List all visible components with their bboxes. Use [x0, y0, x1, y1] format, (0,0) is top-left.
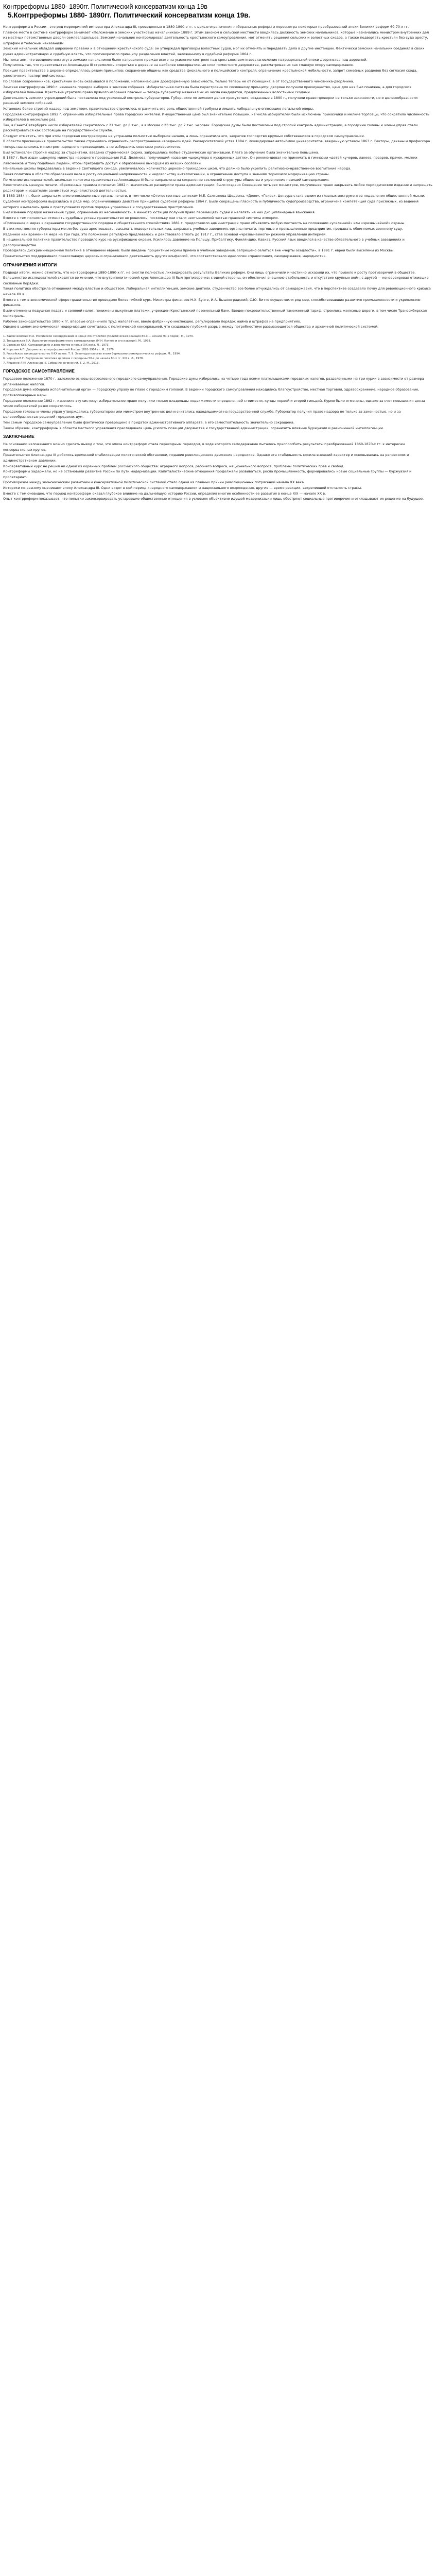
paragraph: В 1887 г. был издан циркуляр министра народного просвещения И.Д. Делянова, получивший название «циркуляра о кухаркиных детях». Он рекомендовал не принимать в гимназии «детей кучеров, лакеев, поваров, прачек, мелких лавочников и тому подобных людей», чтобы преградить доступ к образованию выходцам из низших сословий.: [3, 156, 417, 165]
paragraph: Подводя итоги, можно отметить, что контрреформы 1880-1890-х гг. не смогли полностью ликвидировать результаты Великих реформ. Они лишь ограничили и частично исказили их, что привело к росту противоречий в обществе.: [3, 270, 416, 275]
document-page: [0, 0, 436, 502]
section-heading: ГОРОДСКОЕ САМОУПРАВЛЕНИЕ: [3, 368, 75, 374]
note-item: 5. Российское законодательство X-XX веков. Т. 9. Законодательство эпохи буржуазно-демократических реформ. М., 1994.: [3, 352, 181, 356]
section-heading: ОГРАНИЧЕНИЯ И ИТОГИ: [3, 262, 57, 267]
paragraph: Земская контрреформа 1890 г. изменила порядок выборов в земские собрания. Избирательная система была перестроена по сословному принципу: дворяне получили преимущество, ценз для них был понижен, а для городских избирателей повышен. Крестьяне утратили право прямого избрания гласных — теперь губернатор назначал их из числа кандидатов, предложенных волостными сходами.: [3, 84, 412, 95]
paragraph: Тем самым городское самоуправление было фактически превращено в придаток административного аппарата, а его самостоятельность значительно сокращена.: [3, 420, 294, 425]
paragraph: Главное место в системе контрреформ занимает «Положение о земских участковых начальниках» 1889 г. Этим законом в сельской местности вводилась должность земских начальников, которые назначались министром внутренних дел из местных потомственных дворян-землевладельцев. Земский начальник контролировал деятельность крестьянского самоуправления, мог отменять решения сельских и волостных сходов, а также подвергать крестьян без суда аресту, штрафам и телесным наказаниям.: [3, 30, 429, 45]
paragraph: Так, в Санкт-Петербурге число избирателей сократилось с 21 тыс. до 8 тыс., а в Москве с 23 тыс. до 7 тыс. человек. Городские думы были поставлены под строгий контроль администрации, а городские головы и члены управ стали рассматриваться как состоящие на государственной службе.: [3, 123, 418, 133]
page-title: Контрреформы 1880- 1890гг. Политический консерватизм конца 19в: [3, 3, 207, 10]
paragraph: Городская дума избирала исполнительный орган — городскую управу во главе с городским головой. В ведении городского самоуправления находились благоустройство, местная торговля, здравоохранение, народное образование, противопожарные меры.: [3, 387, 420, 397]
paragraph: Большинство исследователей сходятся во мнении, что внутриполитический курс Александра III был противоречив: с одной стороны, он обеспечил внешнюю стабильность и отсутствие крупных войн, с другой — консервировал отжившие сословные порядки.: [3, 276, 429, 285]
paragraph: Рабочее законодательство 1880-х гг. впервые ограничило труд малолетних, ввело фабричную инспекцию, регулировало порядок найма и штрафов на предприятиях.: [3, 319, 301, 324]
paragraph: Земский начальник обладал широкими правами и в отношении крестьянского суда: он утверждал приговоры волостных судов, мог их отменять и передавать дела в другие инстанции. Фактически земский начальник соединял в своих руках административную и судебную власть, что противоречило принципу разделения властей, заложенному в судебной реформе 1864 г.: [3, 46, 425, 56]
paragraph: Следует отметить, что при этом городская контрреформа не устранила полностью выборное начало, а лишь ограничила его, закрепив господство крупных собственников в городском самоуправлении.: [3, 133, 365, 138]
paragraph: По мнению исследователей, школьная политика правительства Александра III была направлена на сохранение сословной структуры общества и укрепление позиций самодержавия.: [3, 177, 329, 182]
section-text: [3, 376, 433, 431]
paragraph: В области просвещения правительство также стремилось ограничить распространение «вредных» идей. Университетский устав 1884 г. ликвидировал автономию университетов, введенную уставом 1863 г. Ректоры, деканы и профессора теперь назначались министром народного просвещения, а не избирались советами университетов.: [3, 139, 430, 149]
note-item: 1. Зайончковский П.А. Российское самодержавие в конце XIX столетия (политическая реакция 80-х — начала 90-х годов). М., 1970.: [3, 335, 194, 338]
paragraph: Ужесточилась цензура печати. «Временные правила о печати» 1882 г. значительно расширили права администрации: было создано Совещание четырех министров, получившее право закрывать любое периодическое издание и запрещать редакторам и издателям заниматься журналистской деятельностью.: [3, 183, 432, 193]
paragraph: Вместе с тем очевидно, что период контрреформ оказал глубокое влияние на дальнейшую историю России, определив многие особенности ее развития в конце XIX — начале XX в.: [3, 491, 326, 496]
paragraph: Получилось так, что правительство Александра III стремилось опереться в деревне на наиболее консервативные слои поместного дворянства, рассматривая их как главную опору самодержавия.: [3, 63, 354, 67]
section-heading: ЗАКЛЮЧЕНИЕ: [3, 434, 34, 439]
main-heading: 5.Контрреформы 1880- 1890гг. Политический консерватизм конца 19в.: [8, 11, 251, 19]
paragraph: Позиция правительства в деревне определялась рядом принципов: сохранение общины как средства фискального и полицейского контроля, ограничение крестьянской мобильности, запрет семейных разделов без согласия схода, ужесточение паспортной системы.: [3, 68, 417, 78]
paragraph: Такая политика обострила отношения между властью и обществом. Либеральная интеллигенция, земские деятели, студенчество все более отчуждались от самодержавия, что в перспективе создавало почву для революционного кризиса начала XX в.: [3, 286, 431, 296]
note-item: 6. Чернуха В.Г. Внутренняя политика царизма с середины 50-х до начала 80-х гг. XIX в. Л., 1978.: [3, 357, 144, 361]
paragraph: Историки по-разному оценивают эпоху Александра III. Одни видят в ней период «народного самодержавия» и национального возрождения, другие — время реакции, закрепившей отсталость страны.: [3, 485, 362, 490]
paragraph: В национальной политике правительство проводило курс на русификацию окраин. Усилилось давление на Польшу, Прибалтику, Финляндию, Кавказ. Русский язык вводился в качестве обязательного в учебных заведениях и делопроизводстве.: [3, 238, 405, 247]
paragraph: По словам современников, крестьянин вновь оказывался в положении, напоминающем дореформенную зависимость, только теперь не от помещика, а от государственного чиновника-дворянина.: [3, 79, 354, 83]
note-item: 4. Корелин А.П. Дворянство в пореформенной России 1861-1904 гг. М., 1979.: [3, 348, 115, 351]
paragraph: Таким образом, контрреформы в области местного управления преследовали цель усилить позиции дворянства и государственной администрации, ограничить влияние буржуазии и разночинной интеллигенции.: [3, 426, 385, 430]
paragraph: Контрреформы задержали, но не остановили развитие России по пути модернизации. Капиталистические отношения продолжали развиваться, росла промышленность, формировались новые социальные группы — буржуазия и пролетариат.: [3, 469, 412, 479]
note-item: 7. Ляшенко Л.М. Александр III. Собрание сочинений. Т. 2. М., 2013.: [3, 361, 100, 365]
section-text: [3, 270, 433, 330]
paragraph: На основании изложенного можно сделать вывод о том, что эпоха контрреформ стала переходным периодом, в ходе которого самодержавие пыталось приспособить результаты преобразований 1860-1870-х гг. к интересам консервативных кругов.: [3, 442, 405, 452]
paragraph: Городские головы и члены управ утверждались губернатором или министром внутренних дел и считались находящимися на государственной службе. Губернатор получил право надзора не только за законностью, но и за целесообразностью решений городских дум.: [3, 409, 401, 419]
paragraph: Деятельность земских учреждений была поставлена под усиленный контроль губернаторов. Губернские по земским делам присутствия, созданные в 1890 г., получили право проверки не только законности, но и целесообразности решений земских собраний.: [3, 95, 418, 106]
paragraph: Городовое положение 1892 г. изменило эту систему: избирательное право получили только владельцы недвижимости определенной стоимости, купцы первой и второй гильдий. Курии были отменены, однако за счет повышения ценза число избирателей резко сократилось.: [3, 398, 425, 409]
section-text: [3, 442, 433, 502]
paragraph: Были отменены подушная подать и соляной налог, понижены выкупные платежи, учрежден Крестьянский поземельный банк. Введен покровительственный таможенный тариф, строились железные дороги, в том числе Транссибирская магистраль.: [3, 308, 427, 318]
paragraph: Проводилась дискриминационная политика в отношении евреев: были введены процентные нормы приема в учебные заведения, запрещено селиться вне «черты оседлости», в 1891 г. евреи были выселены из Москвы.: [3, 248, 395, 253]
paragraph: Мы полагаем, что введение института земских начальников было направлено прежде всего на усиление контроля над крестьянством и восстановление патриархальной опеки дворянства над деревней.: [3, 57, 368, 62]
paragraph: Контрреформы в России - это ряд мероприятий императора Александра III, проведенных в 1880-1890-е гг. с целью ограничения либеральных реформ и пересмотра некоторых преобразований эпохи Великих реформ 60-70-х гг.: [3, 25, 409, 29]
paragraph: Правительство Александра III добилось временной стабилизации политической обстановки, подавив революционное движение народников. Однако эта стабильность носила внешний характер и основывалась на репрессиях и административном давлении.: [3, 453, 409, 463]
paragraph: Был установлен строгий надзор за студентами, введена студенческая форма, запрещались любые студенческие организации. Плата за обучение была значительно повышена.: [3, 150, 319, 155]
paragraph: Городская контрреформа 1892 г. ограничила избирательные права городских жителей. Имущественный ценз был значительно повышен, из числа избирателей были исключены приказчики и мелкие торговцы, что сократило численность избирателей в несколько раз.: [3, 112, 430, 122]
notes-list: [3, 334, 433, 365]
paragraph: В этих местностях губернаторы могли без суда арестовывать, высылать подозрительных лиц, закрывать учебные заведения, органы печати, торговые и промышленные предприятия, предавать обвиняемых военному суду.: [3, 226, 403, 231]
intro-text: [3, 24, 433, 259]
paragraph: Городовое положение 1870 г. заложило основы всесословного городского самоуправления. Городские думы избирались на четыре года всеми плательщиками городских налогов, разделенными на три курии в зависимости от размера уплачиваемых налогов.: [3, 377, 424, 386]
note-item: 2. Твардовская В.А. Идеология пореформенного самодержавия (М.Н. Катков и его издания). М., 1978.: [3, 339, 151, 343]
paragraph: Изданное как временная мера на три года, это положение регулярно продлевалось и действовало вплоть до 1917 г., став основой «чрезвычайного» режима управления империей.: [3, 232, 327, 236]
paragraph: Вместе с тем в экономической сфере правительство проводило более гибкий курс. Министры финансов Н.Х. Бунге, И.А. Вышнеградский, С.Ю. Витте осуществили ряд мер, способствовавших развитию промышленности и укреплению финансов.: [3, 297, 421, 308]
paragraph: «Положение о мерах к охранению государственного порядка и общественного спокойствия» 1881 г. предоставило администрации право объявлять любую местность на положении «усиленной» или «чрезвычайной» охраны.: [3, 221, 406, 226]
note-item: 3. Соловьев Ю.Б. Самодержавие и дворянство в конце XIX века. Л., 1973.: [3, 344, 110, 347]
paragraph: Установив более строгий надзор над земством, правительство стремилось ограничить его роль общественной трибуны и лишить либеральную оппозицию легальной опоры.: [3, 106, 314, 111]
paragraph: Был изменен порядок назначения судей, ограничена их несменяемость, а министр юстиции получил право перемещать судей и налагать на них дисциплинарные взыскания.: [3, 210, 316, 215]
paragraph: Консервативный курс не решил ни одной из коренных проблем российского общества: аграрного вопроса, рабочего вопроса, национального вопроса, проблемы политических прав и свобод.: [3, 464, 344, 468]
paragraph: В 1883-1884 гг. были закрыты многие оппозиционные органы печати, в том числе «Отечественные записки» М.Е. Салтыкова-Щедрина, «Дело», «Голос». Цензура стала одним из главных инструментов подавления общественной мысли.: [3, 194, 425, 198]
paragraph: Судебная контрреформа выразилась в ряде мер, ограничивавших действие принципов судебной реформы 1864 г. Были сокращены гласность и публичность судопроизводства, ограничена компетенция суда присяжных, из ведения которого изымались дела о преступлениях против порядка управления и государственные преступления.: [3, 199, 418, 209]
paragraph: Опыт контрреформ показывает, что попытки законсервировать устаревшие общественные отношения в условиях объективно идущей модернизации лишь обостряют социальные противоречия и откладывают их решение на будущее.: [3, 497, 424, 501]
paragraph: Начальные школы передавались в ведение Святейшего синода, увеличивалось количество церковно-приходских школ, что должно было укрепить религиозно-нравственное воспитание народа.: [3, 166, 352, 171]
paragraph: Такая политика в области образования вела к росту социальной напряженности и недовольству интеллигенции, а ограничение доступа к знаниям тормозило модернизацию страны.: [3, 172, 330, 177]
paragraph: Вместе с тем полностью отменить судебные уставы правительство не решилось, поскольку они стали неотъемлемой частью правовой системы империи.: [3, 215, 279, 220]
paragraph: Правительство поддерживало православную церковь и ограничивало деятельность других конфессий, что соответствовало идеологии «православия, самодержавия, народности».: [3, 253, 327, 258]
paragraph: Противоречие между экономическим развитием и консервативной политической системой стало одной из главных причин революционных потрясений начала XX века.: [3, 480, 305, 485]
paragraph: Однако в целом экономическая модернизация сочеталась с политической консервацией, что создавало глубокий разрыв между потребностями развивающегося общества и архаичной политической системой.: [3, 325, 379, 329]
